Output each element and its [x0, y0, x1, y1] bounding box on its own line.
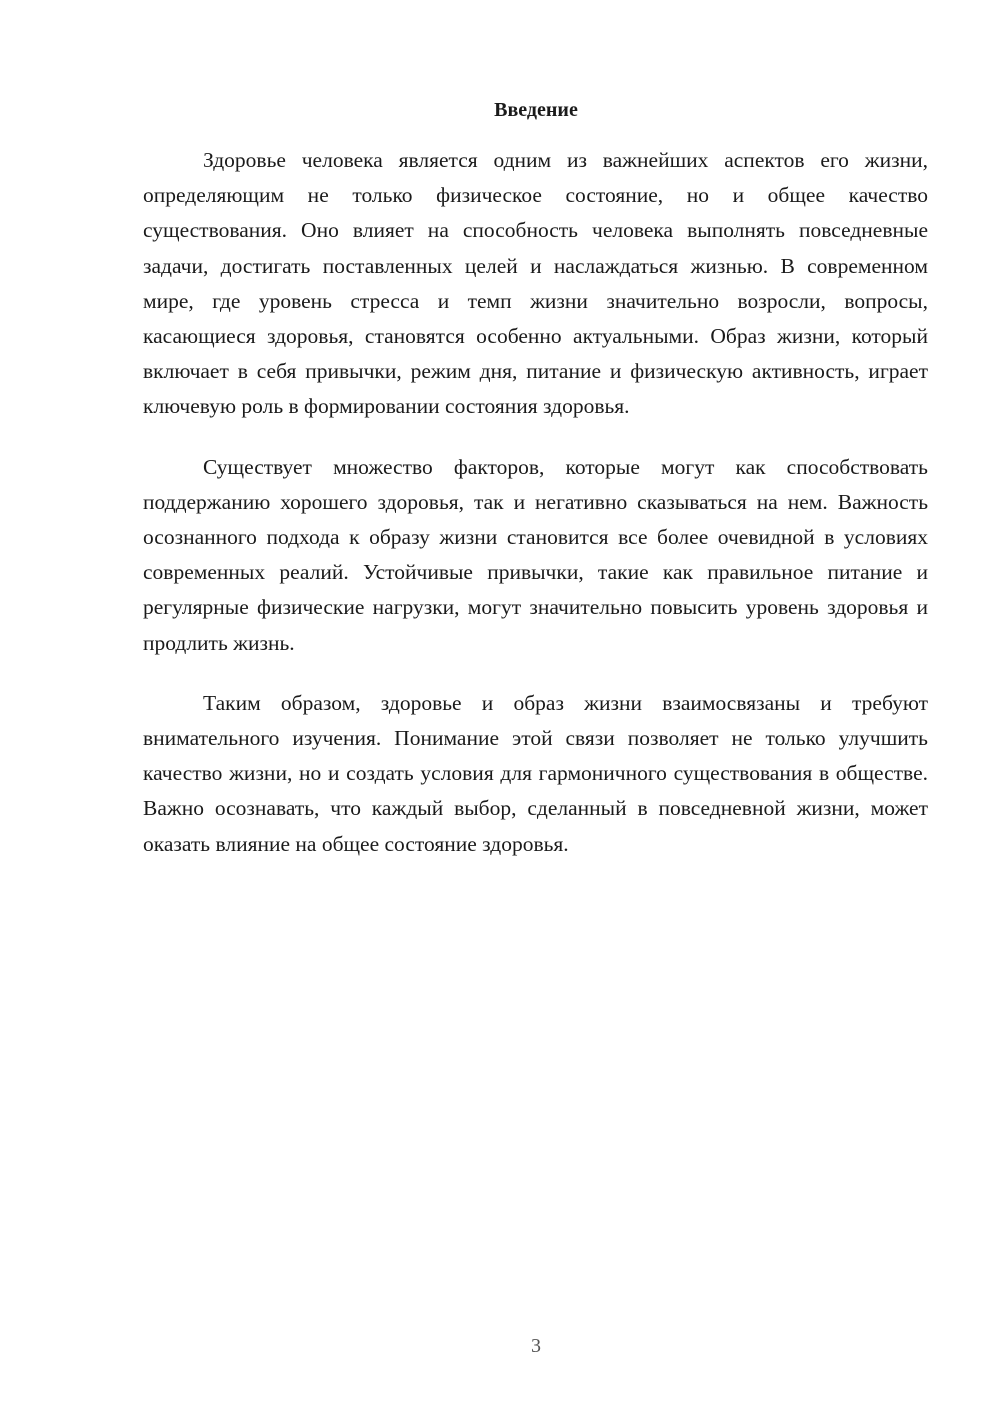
body-text	[143, 143, 928, 887]
paragraph-1: Здоровье человека является одним из важнейших аспектов его жизни, определяющим не только физическое состояние, но и общее качество существования. Оно влияет на способность человека выполнять повседневные задачи, достигать поставленных целей и наслаждаться жизнью. В современном мире, где уровень стресса и темп жизни значительно возросли, вопросы, касающиеся здоровья, становятся особенно актуальными. Образ жизни, который включает в себя привычки, режим дня, питание и физическую активность, играет ключевую роль в формировании состояния здоровья.	[143, 148, 928, 419]
section-heading: Введение	[494, 99, 578, 121]
paragraph-2: Существует множество факторов, которые могут как способствовать поддержанию хорошего здоровья, так и негативно сказываться на нем. Важность осознанного подхода к образу жизни становится все более очевидной в условиях современных реалий. Устойчивые привычки, такие как правильное питание и регулярные физические нагрузки, могут значительно повысить уровень здоровья и продлить жизнь.	[143, 454, 928, 655]
page-number: 3	[531, 1335, 541, 1357]
paragraph-3: Таким образом, здоровье и образ жизни взаимосвязаны и требуют внимательного изучения. Понимание этой связи позволяет не только улучшить качество жизни, но и создать условия для гармоничного существования в обществе. Важно осознавать, что каждый выбор, сделанный в повседневной жизни, может оказать влияние на общее состояние здоровья.	[143, 690, 928, 856]
